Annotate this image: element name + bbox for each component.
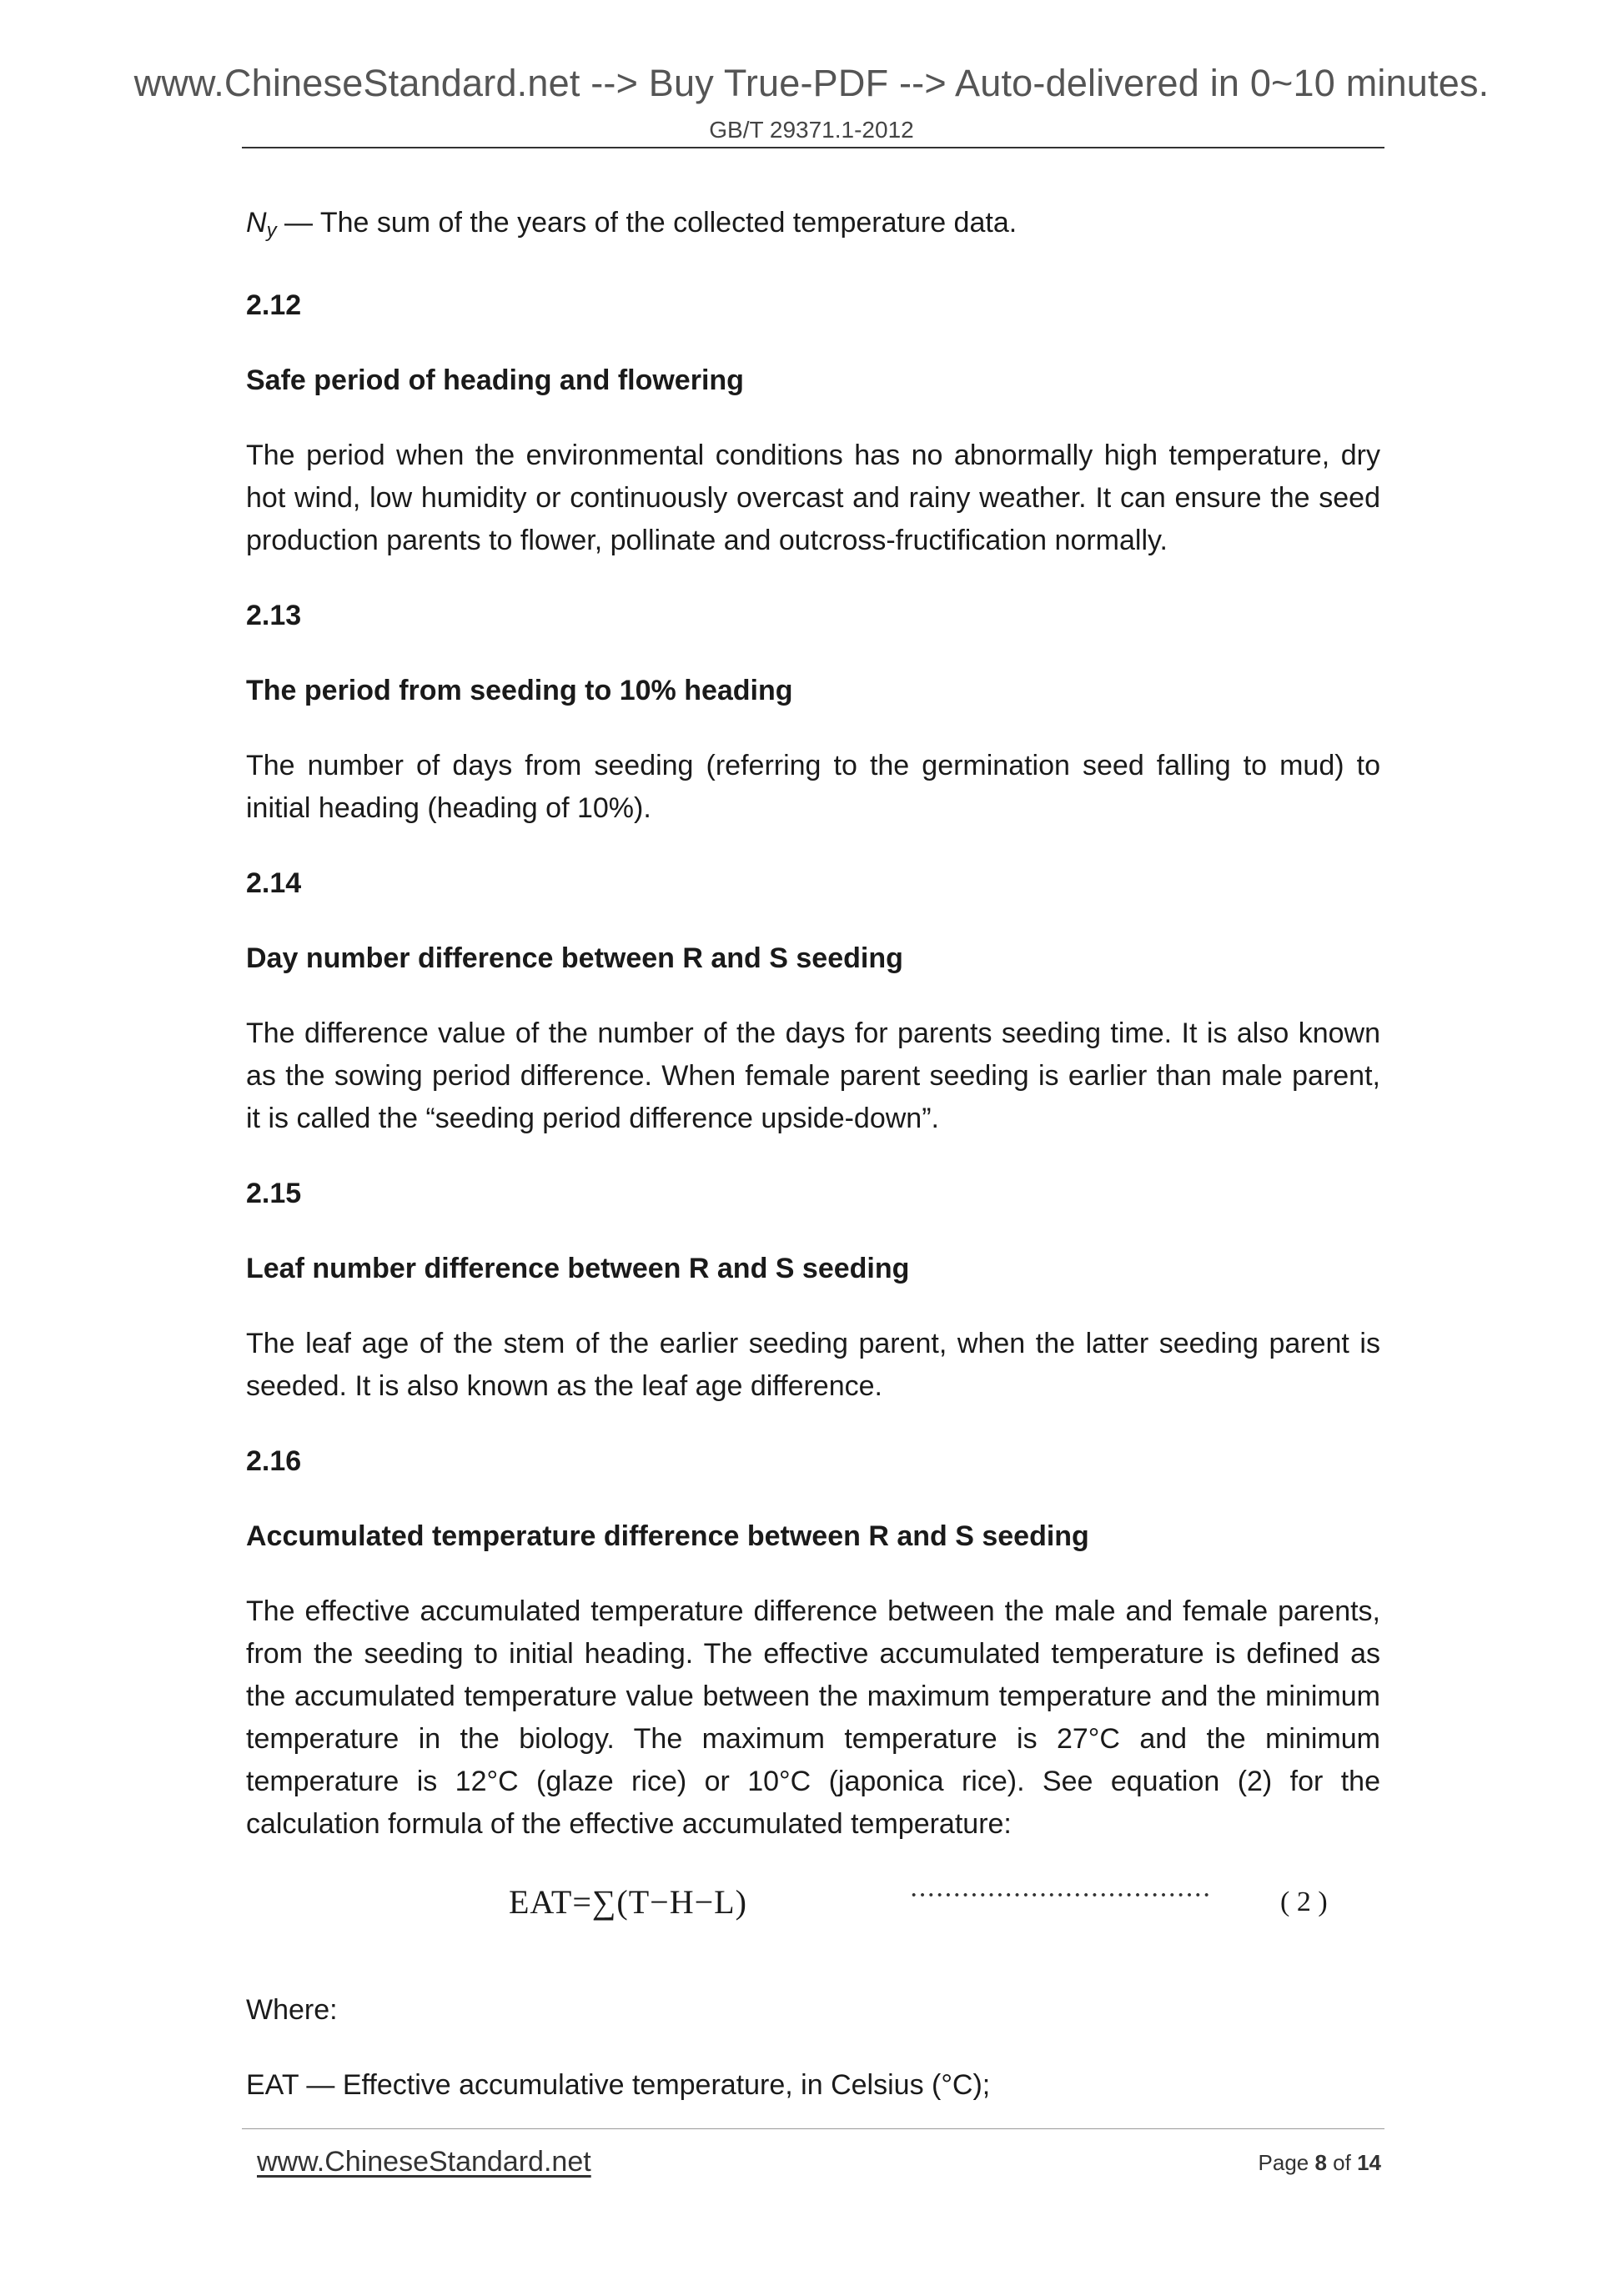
section-2-13-number: 2.13 <box>246 600 302 631</box>
section-2-12-number: 2.12 <box>246 289 302 321</box>
ny-definition <box>246 202 1380 252</box>
page-current: 8 <box>1314 2150 1327 2175</box>
section-2-13-text: The number of days from seeding (referring to the germination seed falling to mud) to initial heading (heading of 10%). <box>246 750 1380 824</box>
site-banner[interactable]: www.ChineseStandard.net --> Buy True-PDF --> Auto-delivered in 0~10 minutes. <box>133 62 1490 104</box>
footer-site-link[interactable]: www.ChineseStandard.net <box>257 2146 591 2178</box>
section-2-16-title: Accumulated temperature difference between R and S seeding <box>246 1520 1089 1552</box>
page-prefix: Page <box>1258 2150 1315 2175</box>
ny-subscript: y <box>266 219 277 242</box>
equation-number: ( 2 ) <box>1280 1887 1328 1917</box>
header-rule <box>242 147 1384 148</box>
formula-leader-dots: ··································· <box>909 1880 1211 1911</box>
section-2-12-text: The period when the environmental conditions has no abnormally high temperature, dry hot wind, low humidity or continuously overcast and rainy weather. It can ensure the seed production parents to flower, pollinate and outcross-fructification normally. <box>246 440 1380 556</box>
section-2-16-text: The effective accumulated temperature difference between the male and female parents, from the seeding to initial heading. The effective accumulated temperature is defined as the accumulated temperature value between the maximum temperature and the minimum temperature in the biology. The maximum temperature is 27°C and the minimum temperature is 12°C (glaze rice) or 10°C (japonica rice). See equation (2) for the calculation formula of the effective accumulated temperature: <box>246 1595 1380 1840</box>
section-2-14-title: Day number difference between R and S seeding <box>246 942 903 974</box>
section-2-16-number: 2.16 <box>246 1445 302 1477</box>
footer-rule <box>242 2128 1384 2129</box>
eat-definition: EAT — Effective accumulative temperature, in Celsius (°C); <box>246 2069 991 2101</box>
page-total: 14 <box>1357 2150 1381 2175</box>
section-2-15-title: Leaf number difference between R and S seeding <box>246 1253 910 1284</box>
section-2-12-title: Safe period of heading and flowering <box>246 364 744 396</box>
formula-expression: EAT=∑(T−H−L) <box>509 1883 747 1921</box>
ny-symbol: N <box>246 207 267 239</box>
page-content <box>246 202 1380 2107</box>
section-2-14-text: The difference value of the number of the days for parents seeding time. It is also known as the sowing period difference. When female parent seeding is earlier than male parent, it is called the “seeding period difference upside-down”. <box>246 1017 1380 1134</box>
standard-code: GB/T 29371.1-2012 <box>709 117 914 143</box>
page-indicator <box>1259 2150 1381 2176</box>
ny-text: — The sum of the years of the collected temperature data. <box>276 207 1018 239</box>
section-2-15-text: The leaf age of the stem of the earlier seeding parent, when the latter seeding parent is seeded. It is also known as the leaf age difference. <box>246 1328 1380 1402</box>
section-2-13-title: The period from seeding to 10% heading <box>246 675 793 706</box>
where-label: Where: <box>246 1994 338 2026</box>
section-2-14-number: 2.14 <box>246 867 302 899</box>
section-2-15-number: 2.15 <box>246 1178 302 1209</box>
eat-formula <box>246 1881 1380 1931</box>
page-of: of <box>1326 2150 1358 2175</box>
